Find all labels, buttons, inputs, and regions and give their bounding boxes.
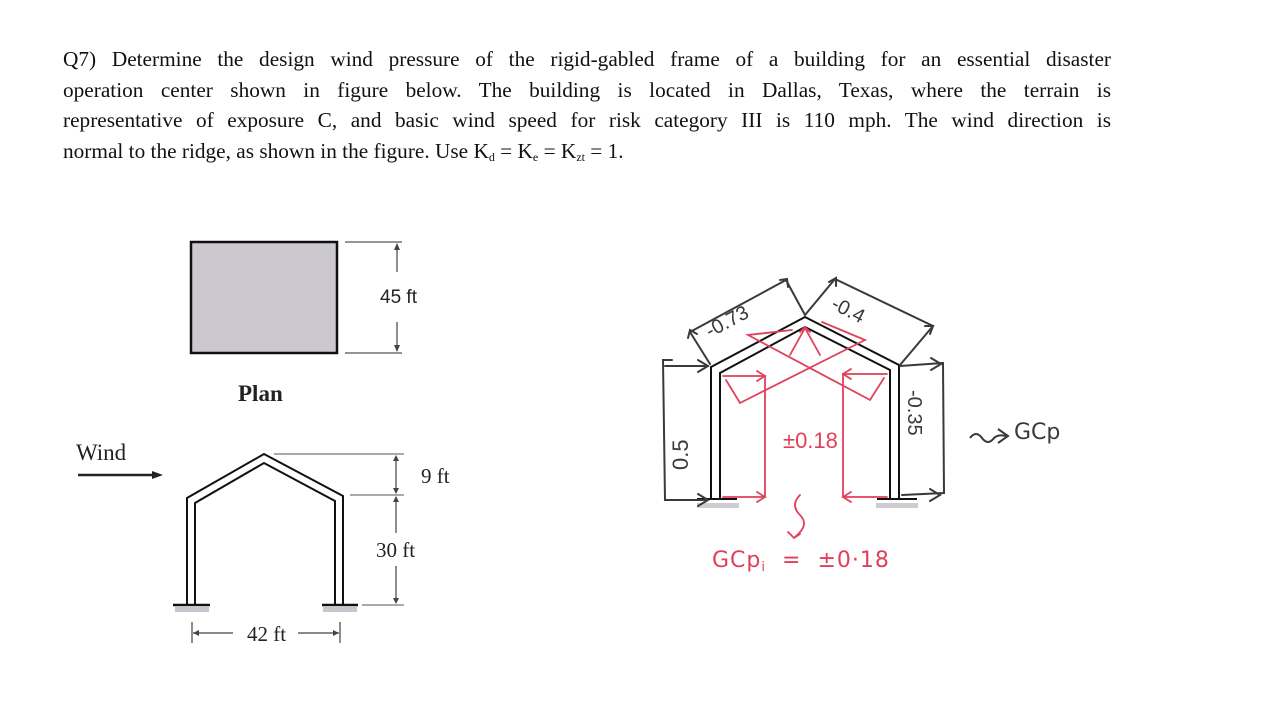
windward-roof-coefficient: -0.73 [702,301,753,343]
squiggle-arrow-icon [968,420,1013,450]
ke-symbol: $K_e$ [517,138,539,164]
windward-wall-coefficient: 0.5 [668,439,693,470]
gcpi-equation: GCp$_i$ = ±0·18 [712,548,890,575]
question-line-2: operation center shown in figure below. The building is located in Dallas, Texas, where the terrain is [63,77,1111,102]
wind-arrow-icon [78,471,163,479]
plan-title: Plan [238,381,283,406]
internal-coefficient: ±0.18 [783,428,838,453]
sketch-frame [711,317,899,499]
question-line-4: normal to the ridge, as shown in the figure. Use $K_d = K_e = K_{zt} = 1$. [63,138,624,164]
kd-symbol: $K_d$ [473,138,495,164]
kzt-symbol: $K_{zt}$ [560,138,585,164]
question-text [63,44,1111,172]
leeward-wall-coefficient: -0.35 [903,390,925,436]
eave-height-label: 30 ft [376,538,416,562]
support-left [173,605,210,612]
ridge-height-label: 9 ft [421,464,450,488]
plan-dimension-label: 45 ft [380,287,417,308]
support-right [322,605,358,612]
leeward-roof-coefficient: -0.4 [827,292,869,329]
gcp-note [968,420,1061,455]
external-pressure-diagram [663,278,944,506]
question-line-1: Q7) Determine the design wind pressure of the rigid-gabled frame of a building for an essential disaster [63,47,1112,71]
gabled-frame [187,454,343,605]
plan-rectangle [191,242,337,353]
wind-label: Wind [76,440,127,465]
question-line-3: representative of exposure C, and basic wind speed for risk category III is 110 mph. The wind direction is [63,108,1111,132]
span-label: 42 ft [247,622,287,646]
gcp-label: GCp [1014,420,1061,445]
